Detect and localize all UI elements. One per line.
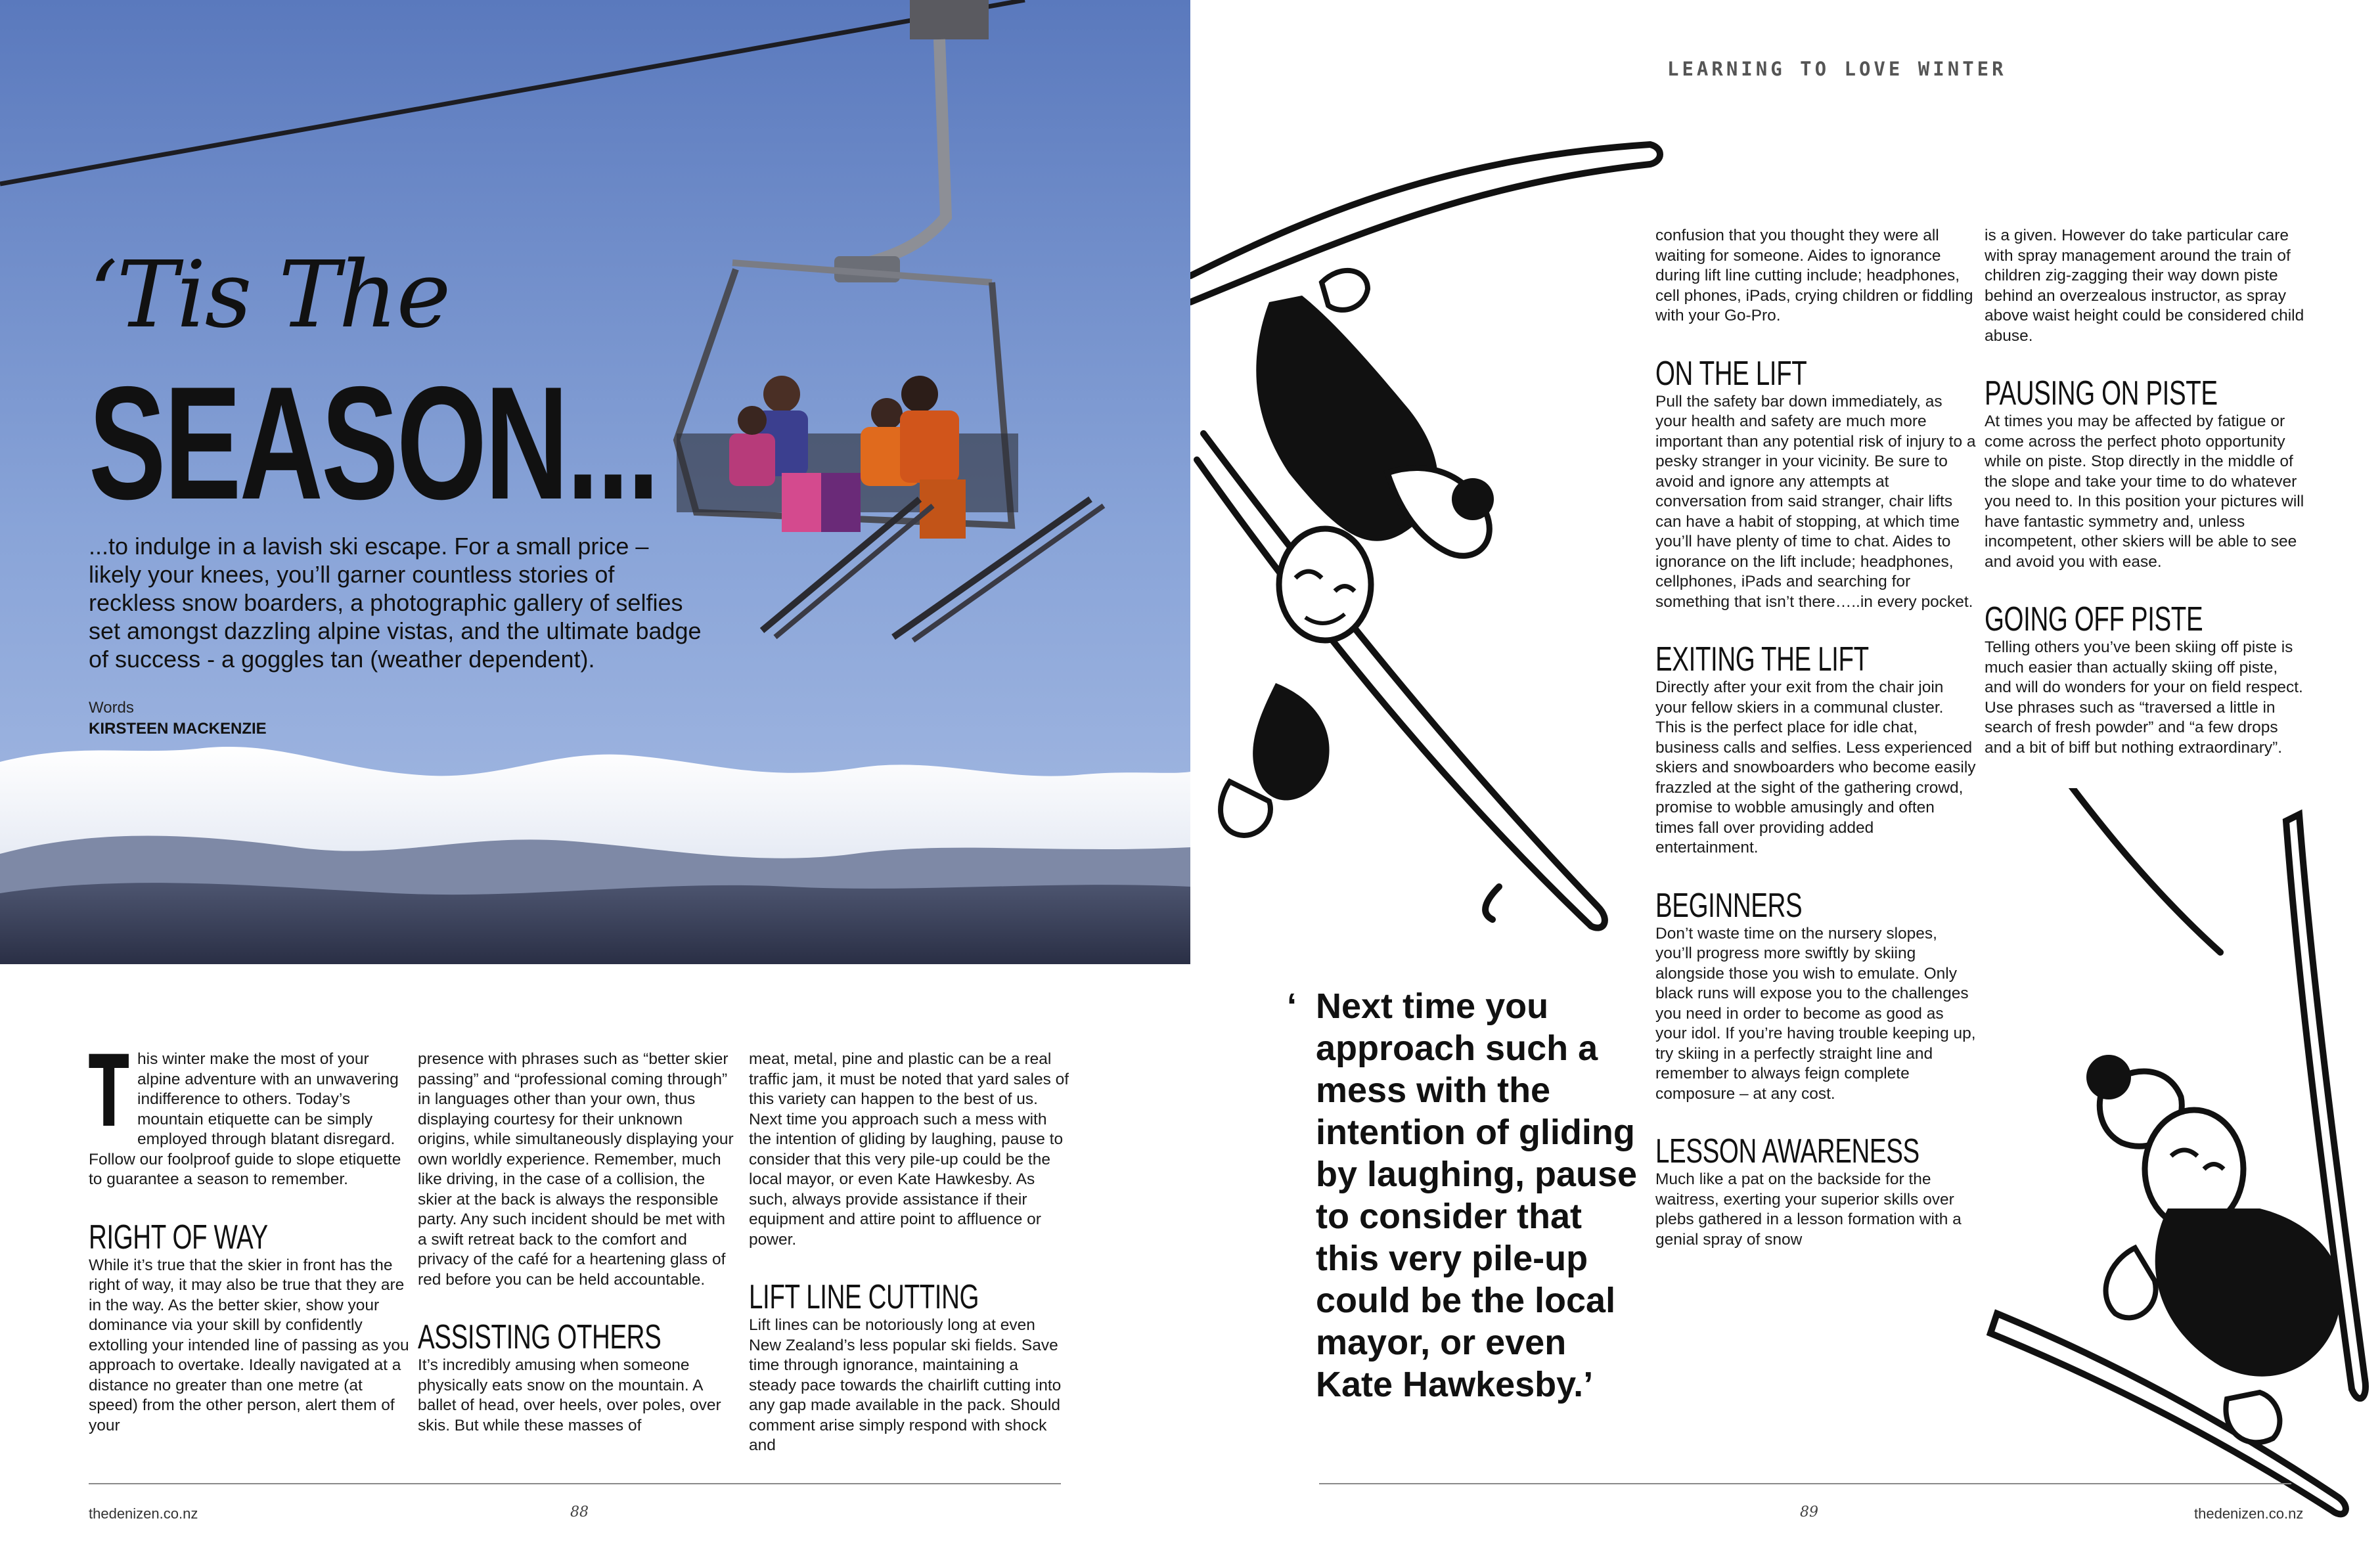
footer-rule-right	[1319, 1483, 2291, 1484]
paragraph: meat, metal, pine and plastic can be a real traffic jam, it must be noted that yard sales of this variety can happen to the best of us. Next time you approach such a mess with the intention of gliding by laughing, pause to consider that this very pile-up could be the local mayor, or even Kate Hawkesby. As such, always provide assistance if their equipment and attire point to affluence or power.	[749, 1050, 1069, 1249]
paragraph: presence with phrases such as “better skier passing” and “professional coming through” in languages other than your own, thus displaying courtesy for their unknown origins, while simultaneously displaying your own worldly experience. Remember, much like driving, in the case of a collision, the skier at the back is always the responsible party. Any such incident should be met with a swift retreat back to the comfort and privacy of the café for a heartening glass of red before you can be held accountable.	[418, 1050, 734, 1289]
skier-illustration-bottom	[1944, 788, 2380, 1552]
paragraph: Don’t waste time on the nursery slopes, you’ll progress more swiftly by skiing alongside those you wish to emulate. Only black runs will expose you to the challenges you need in order to become as good as your idol. If you’re having trouble keeping up, try skiing in a perfectly straight line and remember to always feign complete composure – at any cost.	[1655, 924, 1976, 1103]
heading-beginners: BEGINNERS	[1655, 886, 1803, 925]
column-2	[418, 1050, 738, 1436]
section-header: LEARNING TO LOVE WINTER	[1667, 58, 2007, 80]
title-main: SEASON...	[89, 353, 658, 533]
intro-standfirst: ...to indulge in a lavish ski escape. For a small price – likely your knees, you’ll garner countless stories of reckless snow boarders, a photographic gallery of selfies set amongst dazzling alpine vistas, and the ultimate badge of success - a goggles tan (weather dependent).	[89, 533, 702, 673]
pull-quote-mark: ‘	[1287, 987, 1297, 1026]
paragraph: Telling others you’ve been skiing off piste is much easier than actually skiing off piste, and will do wonders for your on field respect. Use phrases such as “traversed a little in search of fresh powder” and “a few drops and a bit of biff but nothing extraordinary”.	[1985, 638, 2303, 757]
heading-on-the-lift: ON THE LIFT	[1655, 354, 1807, 393]
paragraph: It’s incredibly amusing when someone physically eats snow on the mountain. A ballet of head, over heels, over poles, over skis. But while these masses of	[418, 1356, 721, 1434]
column-3	[749, 1050, 1069, 1456]
byline-label: Words	[89, 699, 134, 717]
heading-pausing-on-piste: PAUSING ON PISTE	[1985, 374, 2218, 412]
pull-quote-text: Next time you approach such a mess with the intention of gliding by laughing, pause to consider that this very pile-up could be the local mayor, or even Kate Hawkesby.’	[1316, 987, 1638, 1404]
heading-lesson-awareness: LESSON AWARENESS	[1655, 1132, 1920, 1170]
paragraph: Much like a pat on the backside for the waitress, exerting your superior skills over plebs gathered in a lesson formation with a genial spray of snow	[1655, 1170, 1962, 1249]
heading-exiting-the-lift: EXITING THE LIFT	[1655, 640, 1869, 678]
heading-right-of-way: RIGHT OF WAY	[89, 1218, 268, 1256]
page-number-left: 88	[570, 1504, 589, 1520]
byline-author: KIRSTEEN MACKENZIE	[89, 720, 267, 738]
dropcap: T	[89, 1035, 129, 1149]
page-number-right: 89	[1800, 1504, 1818, 1520]
paragraph: confusion that you thought they were all waiting for someone. Aides to ignorance during lift line cutting include; headphones, cell phones, iPads, crying children or fiddling with your Go-Pro.	[1655, 227, 1973, 324]
paragraph: Lift lines can be notoriously long at even New Zealand’s less popular ski fields. Save time through ignorance, maintaining a steady pace towards the chairlift cutting into any gap made available in the pack. Should comment arise simply respond with shock and	[749, 1316, 1062, 1454]
paragraph: While it’s true that the skier in front has the right of way, it may also be true that they are in the way. As the better skier, show your dominance via your skill by confidently extolling your intended line of passing as you approach to overtake. Ideally navigated at a distance no greater than one metre (at speed) from the other person, alert them of your	[89, 1256, 409, 1434]
heading-assisting-others: ASSISTING OTHERS	[418, 1318, 662, 1356]
column-5	[1985, 226, 2305, 758]
title-script: ‘Tis The	[89, 242, 450, 349]
footer-site-left[interactable]: thedenizen.co.nz	[89, 1505, 198, 1522]
column-4	[1655, 226, 1976, 1250]
column-1	[89, 1035, 409, 1436]
pull-quote	[1287, 985, 1639, 1406]
footer-rule-left	[89, 1483, 1061, 1484]
heading-going-off-piste: GOING OFF PISTE	[1985, 600, 2203, 638]
article-intro: his winter make the most of your alpine adventure with an unwavering indifference to others. Today’s mountain etiquette can be simply employed through blatant disregard. Follow our foolproof guide to slope etiquette to guarantee a season to remember.	[89, 1050, 401, 1188]
paragraph: is a given. However do take particular care with spray management around the train of children zig-zagging their way down piste behind an overzealous instructor, as spray above waist height could be considered child abuse.	[1985, 227, 2304, 345]
paragraph: Directly after your exit from the chair join your fellow skiers in a communal cluster. This is the perfect place for idle chat, business calls and selfies. Less experienced skiers and snowboarders who become easily frazzled at the sight of the gathering crowd, promise to wobble amusingly and often times fall over providing added entertainment.	[1655, 678, 1976, 856]
paragraph: At times you may be affected by fatigue or come across the perfect photo opportunity while on piste. Stop directly in the middle of the slope and take your time to do whatever you need to. In this position your pictures will have fantastic symmetry and, unless incompetent, other skiers will be able to see and avoid you with ease.	[1985, 412, 2304, 571]
heading-lift-line-cutting: LIFT LINE CUTTING	[749, 1278, 979, 1316]
footer-site-right[interactable]: thedenizen.co.nz	[2194, 1505, 2304, 1522]
paragraph: Pull the safety bar down immediately, as your health and safety are much more important than any potential risk of injury to a pesky stranger in your vicinity. Be sure to avoid and ignore any attempts at conversation from said stranger, chair lifts can have a habit of stopping, at which time you’ll have plenty of time to chat. Aides to ignorance on the lift include; headphones, cellphones, iPads and searching for something that isn’t there…..in every pocket.	[1655, 392, 1976, 611]
skier-illustration-top	[1190, 131, 1690, 959]
